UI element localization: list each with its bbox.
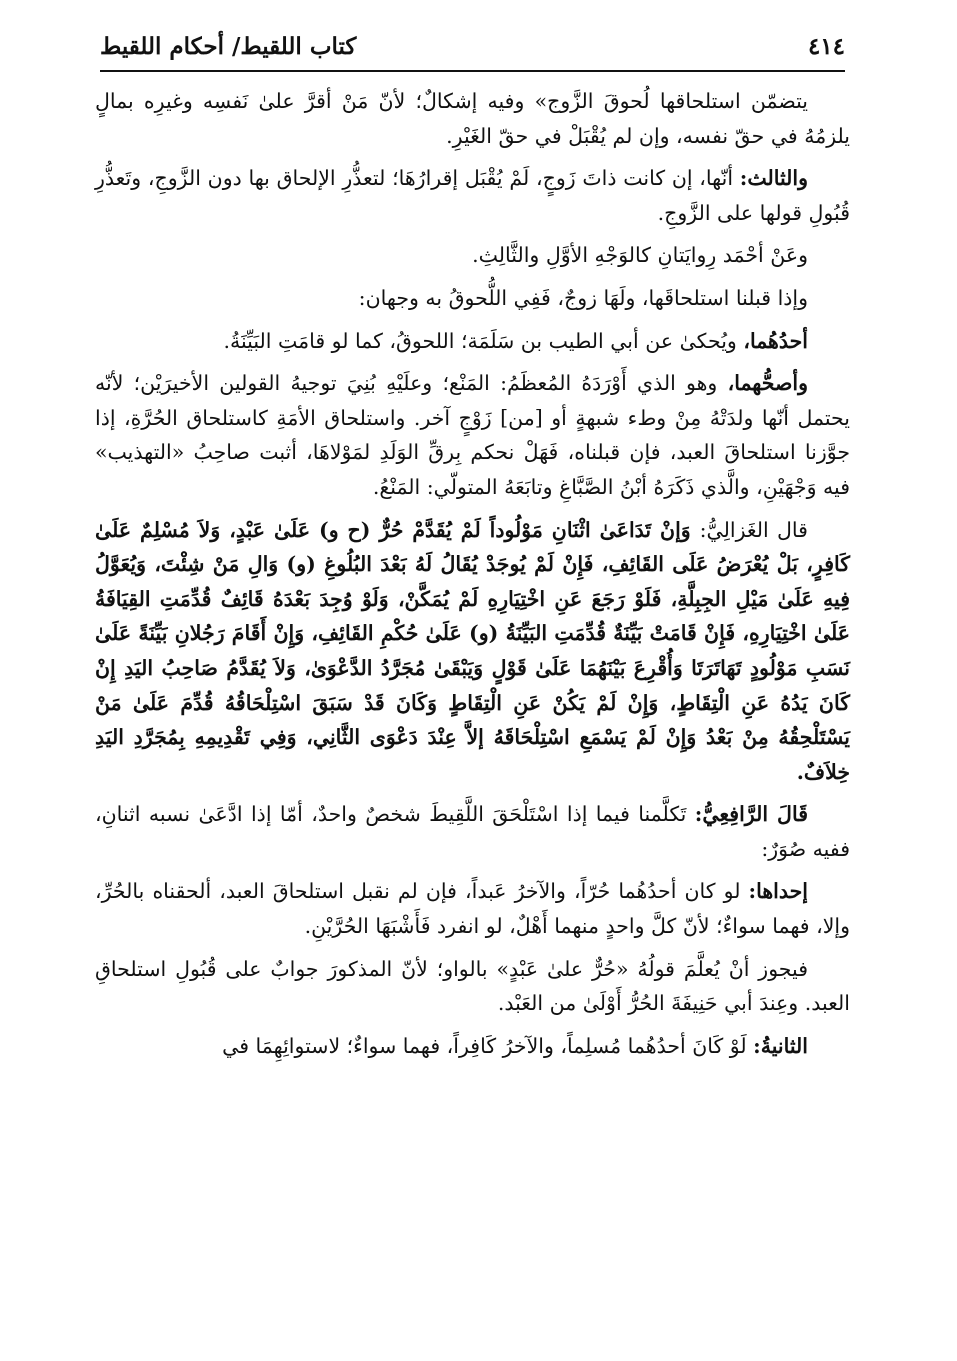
paragraph: يتضمّن استلحاقها لُحوقَ الزَّوج» وفيه إشكالٌ؛ لأنّ مَنْ أقرَّ علىٰ نَفسِه وغيرِه بمالٍ يلزمُهُ في حقّ نفسه، وإن لم يُقْبَلْ في حقّ الغَيْرِ. [95, 89, 850, 148]
paragraph: فيجوز أنْ يُعلَّمَ قولُهُ «حُرٌّ علىٰ عَبْدٍ» بالواو؛ لأنّ المذكورَ جوابٌ على قُبُولِ استلحاقِ العبد. وعِندَ أبي حَنِيفَةَ الحُرُّ أَوْلَىٰ من العَبْد. [95, 956, 850, 1016]
paragraph: إحداها: لو كان أحدُهُما حُرّاً، والآخرُ عَبداً، فإن لم نقبل استلحاقَ العبد، ألحقناه بالحُرِّ، وإلا، فهما سواءٌ؛ لأنّ كلَّ واحدٍ منهما أَهْلٌ، لو انفرد فَأَشْبَهَا الحُرَّيْنِ. [95, 879, 850, 939]
paragraph: الثانيةُ: لَوْ كَانَ أحدُهُما مُسلِماً، والآخرُ كَافِراً، فهما سواءٌ؛ لاستوائِهِمَا في [222, 1033, 808, 1058]
page-number: ٤١٤ [807, 32, 845, 60]
paragraph: أحدُهُما، ويُحكىٰ عن أبي الطيب بن سَلَمَة؛ اللحوقُ، كما لو قامَتِ البَيِّنَةُ. [223, 328, 808, 353]
page-body [95, 84, 850, 1071]
paragraph: وعَنْ أحْمَد رِوايَتانِ كالوَجْهِ الأوَّلِ والثَّالِثِ. [472, 243, 808, 268]
paragraph: وإذا قبلنا استلحاقَها، ولَهَا زوجٌ، فَفِي اللُّحوقُ به وجهان: [358, 285, 808, 310]
paragraph: وأصحُّهما، وهو الذي أَوْرَدَهُ المُعظَمُ: المَنْع؛ وعلَيْهِ بُنِيَ توجيهُ القولين الأخيرَيْن؛ لأنّه يحتمل أنّها ولدَتْهُ مِنْ وطء شبهةٍ أو [من] زَوْجٍ آخر. واستلحاق الأمَةِ كاستلحاق الحُرَّةِ، إذا جوَّزنا استلحاقَ العبد، فإن قبلناه، فَهَلْ نحكم بِرقِّ الوَلَدِ لمَوْلاهَا، أثبت صاحِبُ «التهذيب» فيه وَجْهَيْنِ، والَّذي ذَكَرَهُ أبْنُ الصَّبَّاغِ وتابَعَهُ المتولّي: المَنْعُ. [95, 371, 850, 499]
running-title: كتاب اللقيط/ أحكام اللقيط [100, 32, 357, 60]
page-header [100, 22, 845, 72]
paragraph: والثالث: أنّها، إن كانت ذاتَ زَوجٍ، لَمْ يُقْبَل إقرارُهَا؛ لتعذُّرِ الإلحاق بها دون الزَّوجِ، وتَعذُّرِ قُبُولِ قولها على الزَّوجِ. [95, 166, 850, 225]
paragraph: قال الغَزالِيُّ: وَإنْ تَدَاعَىٰ اثْنَانِ مَوْلُوداً لَمْ يُقَدَّمْ حُرٌّ (ح و) عَلَىٰ عَبْدٍ، وَلاَ مُسْلِمٌ عَلَىٰ كَافِرٍ، بَلْ يُعْرَضُ عَلَى القَائِفِ، فَإِنْ لَمْ يُوجَدْ يُقَالُ لَهُ بَعْدَ البُلُوغِ (و) وَالِ مَنْ شِئْتَ، وَيُعَوَّلُ فِيهِ عَلَىٰ مَيْلِ الجِبِلَّةِ، فَلَوْ رَجَعَ عَنِ اخْتِيَارِهِ لَمْ يُمَكَّنْ، وَلَوْ وُجِدَ بَعْدَهُ قَائِفٌ قُدِّمَتِ القِيَافَةُ عَلَىٰ اخْتِيَارِهِ، فَإِنْ قَامَتْ بَيِّنَةٌ قُدِّمَتِ البَيِّنَةُ (و) عَلَىٰ حُكْمِ القَائِفِ، وَإِنْ أَقَامَ رَجُلانِ بَيِّنَةً عَلَىٰ نَسَبِ مَوْلُودٍ تَهَاتَرَتَا وَأُقْرِعَ بَيْنَهُمَا عَلَىٰ قَوْلٍ وَيَبْقَىٰ مُجَرَّدُ الدَّعْوَىٰ، وَلاَ يُقَدَّمُ صَاحِبُ اليَدِ إِنْ كَانَ يَدُهُ عَنِ الْتِقَاطٍ، وَإِنْ لَمْ يَكُنْ عَنِ الْتِقَاطٍ وَكَانَ قَدْ سَبَقَ اسْتِلْحَاقُهُ قُدِّمَ عَلَىٰ مَنْ يَسْتَلْحِقُهُ مِنْ بَعْدُ وَإِنْ لَمْ يَسْمَعِ اسْتِلْحَاقَهُ إلاَّ عِنْدَ دَعْوَى الثَّانِي، وَفِي تَقْدِيمِهِ بِمُجَرَّدِ اليَدِ خِلاَفٌ. [95, 517, 850, 784]
paragraph: قَالَ الرَّافِعِيُّ: تَكلَّمنا فيما إذا اسْتَلْحَقَ اللَّقِيطَ شخصٌ واحدٌ، أمّا إذا ادَّعَىٰ نسبه اثنانِ، ففيه صُوَرٌ: [95, 802, 850, 861]
